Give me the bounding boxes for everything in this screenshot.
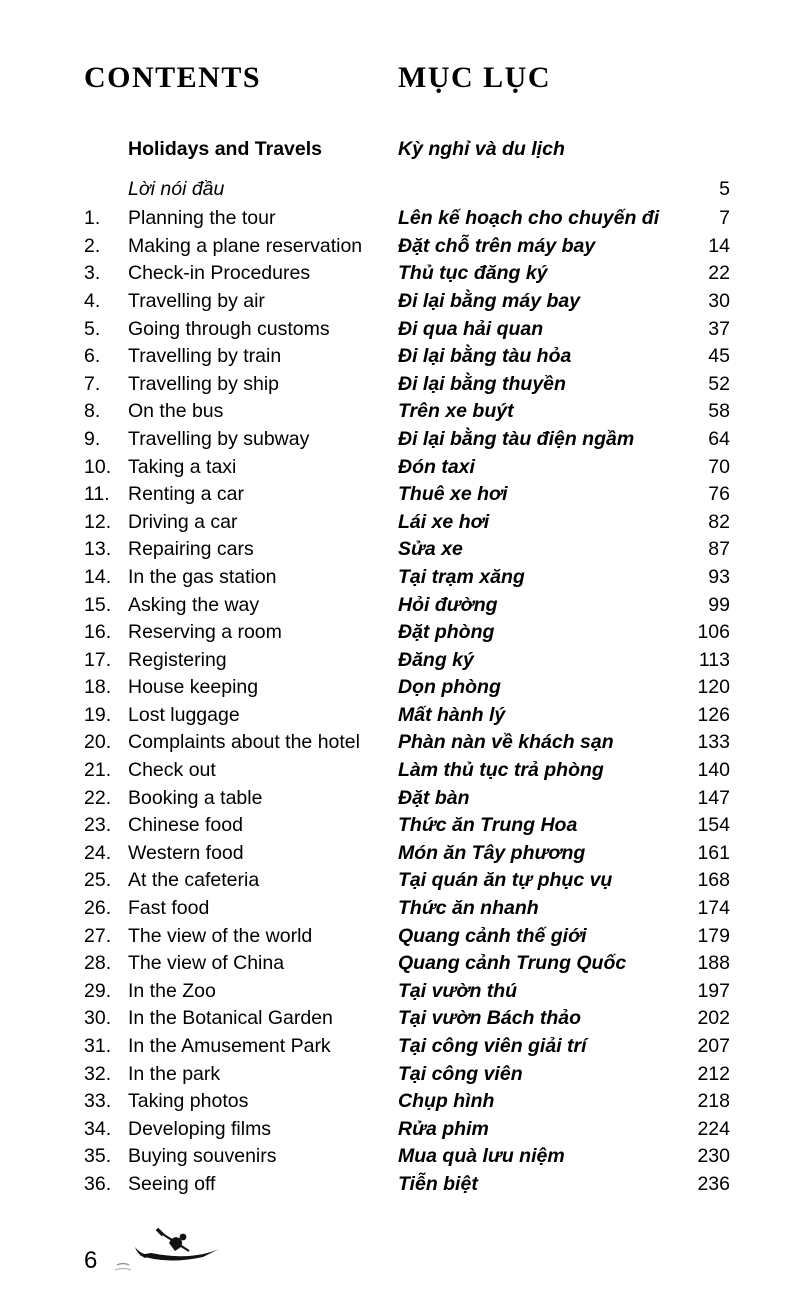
entry-title-vi: Đặt chỗ trên máy bay: [398, 234, 596, 257]
toc-row: [84, 509, 730, 537]
toc-row: [84, 398, 730, 426]
entry-number: 11.: [84, 483, 110, 506]
entry-number: 20.: [84, 731, 112, 754]
toc-row: [84, 647, 730, 675]
folio-page-number: 6: [84, 1247, 98, 1274]
entry-number: 6.: [84, 345, 101, 368]
toc-row: [84, 702, 730, 730]
entry-title-en: House keeping: [128, 676, 259, 699]
entry-page-number: 197: [697, 979, 730, 1002]
toc-row: [84, 1088, 730, 1116]
section-title-vi: Kỳ nghỉ và du lịch: [398, 138, 565, 160]
section-heading-row: [84, 136, 730, 164]
entry-title-vi: Quang cảnh thế giới: [398, 924, 587, 947]
entry-title-en: Driving a car: [128, 510, 238, 533]
entry-page-number: 174: [697, 897, 730, 920]
entry-page-number: 212: [697, 1062, 730, 1085]
entry-title-en: Buying souvenirs: [128, 1145, 277, 1168]
entry-number: 31.: [84, 1035, 112, 1057]
entry-page-number: 113: [698, 648, 730, 671]
entry-title-en: Check-in Procedures: [128, 262, 311, 285]
entry-title-en: At the cafeteria: [128, 869, 260, 892]
entry-page-number: 224: [697, 1117, 730, 1140]
entry-title-vi: Đi lại bằng tàu hỏa: [398, 345, 572, 368]
entry-title-en: Taking a taxi: [128, 455, 237, 478]
entry-number: 14.: [84, 565, 112, 588]
entry-title-en: The view of the world: [128, 924, 313, 947]
entry-page-number: 147: [697, 786, 730, 809]
entry-number: 10.: [84, 455, 112, 478]
entry-number: 3.: [84, 262, 101, 285]
entry-number: 28.: [84, 952, 112, 975]
entry-page-number: 22: [708, 262, 730, 285]
entry-title-vi: Hỏi đường: [398, 593, 498, 616]
entry-title-en: Booking a table: [128, 786, 263, 809]
entry-page-number: 52: [708, 372, 730, 395]
entry-title-vi: Trên xe buýt: [398, 400, 514, 423]
toc-entries: [84, 205, 730, 1198]
entry-title-vi: Lên kế hoạch cho chuyến đi: [398, 207, 660, 230]
entry-title-vi: Tại quán ăn tự phục vụ: [398, 869, 613, 892]
entry-page-number: 64: [708, 427, 730, 450]
entry-title-vi: Lái xe hơi: [398, 510, 490, 533]
entry-title-en: Developing films: [128, 1117, 272, 1140]
entry-title-en: In the Botanical Garden: [128, 1007, 333, 1030]
toc-row: [84, 205, 730, 233]
entry-title-vi: Làm thủ tục trả phòng: [398, 759, 604, 782]
entry-number: 4.: [84, 289, 101, 312]
entry-title-vi: Đi lại bằng máy bay: [398, 289, 581, 312]
entry-page-number: 202: [697, 1007, 730, 1030]
entry-title-en: Registering: [128, 648, 227, 671]
entry-number: 1.: [84, 207, 101, 230]
entry-number: 9.: [84, 427, 101, 450]
toc-row: [84, 674, 730, 702]
entry-number: 29.: [84, 979, 112, 1002]
entry-title-vi: Phàn nàn về khách sạn: [398, 731, 614, 754]
entry-title-en: Travelling by air: [128, 289, 265, 312]
entry-title-vi: Quang cảnh Trung Quốc: [398, 952, 627, 975]
toc-row: [84, 729, 730, 757]
entry-title-en: In the Amusement Park: [128, 1035, 331, 1057]
entry-title-en: Taking photos: [128, 1090, 249, 1113]
toc-row: [84, 978, 730, 1006]
toc-row: [84, 619, 730, 647]
toc-row: [84, 923, 730, 951]
entry-title-en: Renting a car: [128, 483, 244, 506]
toc-row: [84, 840, 730, 868]
entry-page-number: 188: [697, 952, 730, 975]
entry-title-vi: Món ăn Tây phương: [398, 841, 586, 864]
entry-title-en: Complaints about the hotel: [128, 731, 360, 754]
entry-page-number: 14: [708, 234, 730, 257]
entry-title-en: Planning the tour: [128, 207, 276, 230]
entry-number: 26.: [84, 897, 112, 920]
entry-number: 12.: [84, 510, 112, 533]
entry-title-en: Asking the way: [128, 593, 260, 616]
entry-title-en: In the Zoo: [128, 979, 216, 1002]
entry-page-number: 106: [697, 621, 730, 644]
table-of-contents: [84, 136, 730, 1199]
entry-title-en: Going through customs: [128, 317, 330, 340]
entry-title-en: Making a plane reservation: [128, 234, 363, 257]
entry-title-vi: Mua quà lưu niệm: [398, 1145, 565, 1168]
preface-page-number: 5: [719, 177, 730, 200]
entry-number: 7.: [84, 372, 101, 395]
entry-number: 35.: [84, 1145, 112, 1168]
entry-page-number: 161: [697, 841, 730, 864]
toc-row: [84, 454, 730, 482]
entry-page-number: 140: [697, 759, 730, 782]
entry-page-number: 218: [697, 1090, 730, 1113]
entry-number: 8.: [84, 400, 101, 423]
entry-title-vi: Thủ tục đăng ký: [398, 262, 548, 285]
entry-title-en: Travelling by train: [128, 345, 282, 368]
toc-row: [84, 1143, 730, 1171]
entry-title-en: Reserving a room: [128, 621, 282, 644]
entry-number: 2.: [84, 234, 101, 257]
entry-number: 22.: [84, 786, 112, 809]
entry-title-vi: Đi qua hải quan: [398, 317, 544, 340]
entry-number: 24.: [84, 841, 112, 864]
entry-number: 30.: [84, 1007, 112, 1030]
entry-number: 16.: [84, 621, 112, 644]
entry-page-number: 236: [697, 1172, 730, 1195]
toc-row: [84, 895, 730, 923]
toc-row: [84, 1171, 730, 1199]
entry-title-en: Seeing off: [128, 1172, 216, 1195]
entry-page-number: 70: [708, 455, 730, 478]
entry-title-vi: Đăng ký: [398, 648, 474, 671]
entry-page-number: 87: [708, 538, 730, 561]
entry-title-vi: Tại vườn Bách thảo: [398, 1007, 582, 1030]
contents-title-en: CONTENTS: [84, 61, 262, 94]
entry-number: 23.: [84, 814, 112, 837]
entry-page-number: 37: [708, 317, 730, 340]
entry-title-en: On the bus: [128, 400, 224, 423]
section-title-en: Holidays and Travels: [128, 138, 323, 160]
entry-number: 32.: [84, 1062, 112, 1085]
entry-page-number: 207: [697, 1035, 730, 1057]
entry-title-vi: Rửa phim: [398, 1117, 489, 1140]
page-header: [84, 60, 730, 96]
entry-title-en: Lost luggage: [128, 703, 240, 726]
entry-page-number: 82: [708, 510, 730, 533]
toc-row: [84, 1116, 730, 1144]
toc-row: [84, 343, 730, 371]
entry-title-en: Chinese food: [128, 814, 243, 837]
entry-page-number: 230: [697, 1145, 730, 1168]
entry-title-vi: Chụp hình: [398, 1090, 495, 1113]
toc-row: [84, 812, 730, 840]
entry-title-en: Repairing cars: [128, 538, 254, 561]
entry-page-number: 126: [697, 703, 730, 726]
entry-title-vi: Đón taxi: [398, 455, 475, 478]
entry-title-vi: Tại vườn thú: [398, 979, 518, 1002]
toc-row: [84, 1033, 730, 1061]
entry-title-en: The view of China: [128, 952, 285, 975]
toc-row: [84, 564, 730, 592]
entry-number: 27.: [84, 924, 112, 947]
entry-number: 18.: [84, 676, 112, 699]
entry-page-number: 120: [697, 676, 730, 699]
toc-row: [84, 592, 730, 620]
entry-title-vi: Đặt bàn: [398, 786, 470, 809]
entry-number: 33.: [84, 1090, 112, 1113]
toc-row: [84, 481, 730, 509]
toc-row: [84, 371, 730, 399]
entry-page-number: 179: [697, 924, 730, 947]
entry-page-number: 45: [708, 345, 730, 368]
entry-title-vi: Đi lại bằng tàu điện ngầm: [398, 427, 635, 450]
preface-row: [84, 176, 730, 204]
toc-row: [84, 260, 730, 288]
entry-title-vi: Mất hành lý: [398, 703, 506, 726]
entry-title-vi: Đi lại bằng thuyền: [398, 372, 566, 395]
toc-row: [84, 785, 730, 813]
entry-page-number: 58: [708, 400, 730, 423]
toc-row: [84, 233, 730, 261]
entry-number: 25.: [84, 869, 112, 892]
entry-title-en: Fast food: [128, 897, 210, 920]
entry-page-number: 30: [708, 289, 730, 312]
entry-page-number: 7: [719, 207, 730, 230]
entry-page-number: 133: [697, 731, 730, 754]
entry-title-vi: Tại công viên: [398, 1062, 523, 1085]
entry-number: 13.: [84, 538, 112, 561]
entry-title-vi: Thức ăn nhanh: [398, 897, 539, 920]
entry-title-en: Travelling by ship: [128, 372, 280, 395]
entry-title-vi: Thức ăn Trung Hoa: [398, 814, 578, 837]
entry-number: 36.: [84, 1172, 112, 1195]
entry-title-vi: Đặt phòng: [398, 621, 495, 644]
entry-title-en: Check out: [128, 759, 216, 782]
entry-number: 19.: [84, 703, 112, 726]
entry-number: 5.: [84, 317, 101, 340]
entry-title-vi: Sửa xe: [398, 538, 463, 561]
entry-number: 34.: [84, 1117, 112, 1140]
toc-row: [84, 950, 730, 978]
entry-page-number: 154: [697, 814, 730, 837]
toc-row: [84, 867, 730, 895]
entry-title-en: Travelling by subway: [128, 427, 310, 450]
entry-number: 21.: [84, 759, 112, 782]
toc-row: [84, 536, 730, 564]
toc-row: [84, 757, 730, 785]
entry-title-vi: Tại công viên giải trí: [398, 1035, 587, 1057]
preface-title: Lời nói đầu: [128, 177, 225, 200]
entry-title-vi: Tại trạm xăng: [398, 565, 525, 588]
entry-title-vi: Thuê xe hơi: [398, 483, 508, 506]
entry-number: 15.: [84, 593, 112, 616]
toc-row: [84, 316, 730, 344]
toc-row: [84, 1005, 730, 1033]
entry-title-vi: Tiễn biệt: [398, 1172, 478, 1195]
entry-title-en: Western food: [128, 841, 244, 864]
entry-number: 17.: [84, 648, 112, 671]
toc-row: [84, 288, 730, 316]
entry-page-number: 99: [708, 593, 730, 616]
page-footer: [84, 1225, 231, 1273]
entry-page-number: 168: [697, 869, 730, 892]
entry-title-vi: Dọn phòng: [398, 676, 501, 699]
toc-row: [84, 1061, 730, 1089]
entry-page-number: 76: [708, 483, 730, 506]
entry-title-en: In the gas station: [128, 565, 277, 588]
entry-page-number: 93: [708, 565, 730, 588]
contents-title-vi: MỤC LỤC: [398, 61, 551, 94]
rowing-boat-illustration-icon: [111, 1225, 231, 1273]
entry-title-en: In the park: [128, 1062, 221, 1085]
toc-row: [84, 426, 730, 454]
